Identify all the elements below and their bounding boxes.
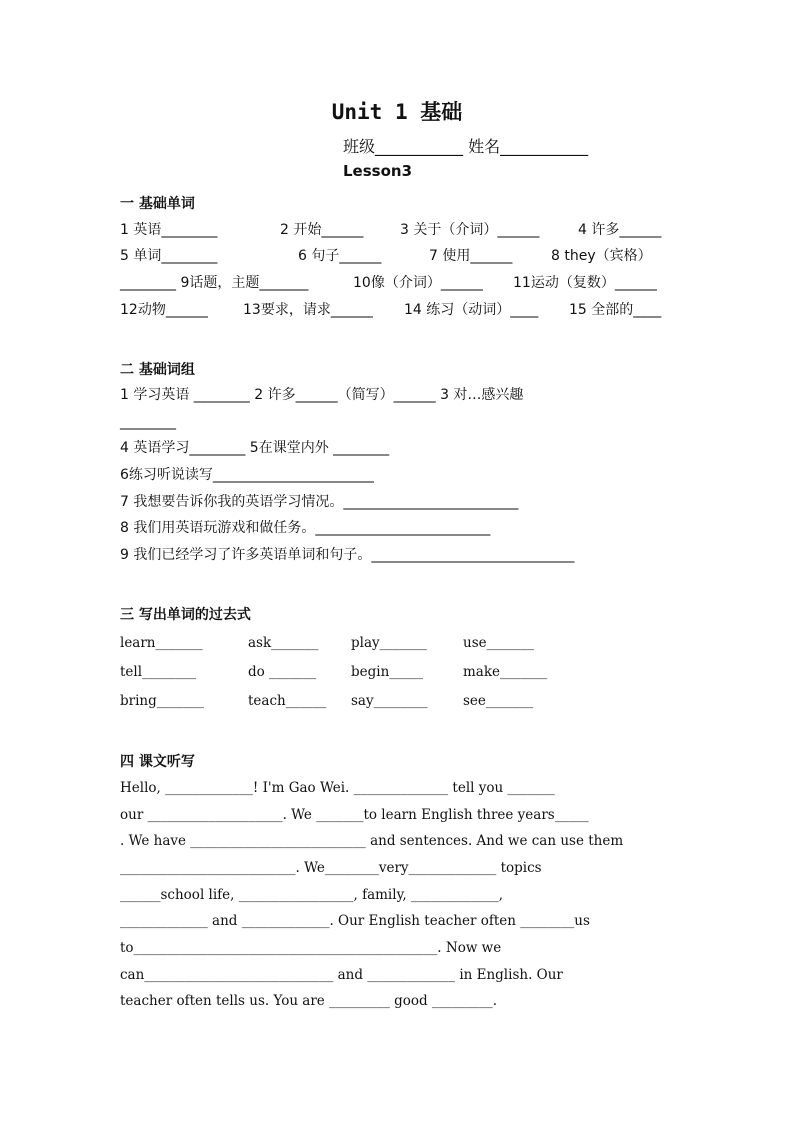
item: 11运动（复数）______ <box>513 275 657 291</box>
verb-item: learn_______ <box>120 635 203 651</box>
page-title: Unit 1 基础 <box>331 100 463 124</box>
lesson-label: Lesson3 <box>343 162 413 180</box>
phrase-line: 7 我想要告诉你我的英语学习情况。_________________________ <box>120 494 519 510</box>
item: 13要求，请求______ <box>243 302 373 318</box>
class-name-line: 班级___________ 姓名___________ <box>343 137 589 156</box>
item: 15 全部的____ <box>569 302 662 318</box>
item: 6 句子______ <box>298 248 382 264</box>
verb-item: ask_______ <box>248 635 319 651</box>
verb-item: do _______ <box>248 664 317 680</box>
phrase-line: ________ <box>120 414 176 430</box>
verb-item: tell________ <box>120 664 197 680</box>
verb-item: use_______ <box>463 635 534 651</box>
dictation-line: our ____________________. We _______to learn English three years_____ <box>120 807 589 823</box>
dictation-line: to_____________________________________________. Now we <box>120 940 502 956</box>
item: 8 they（宾格） <box>551 248 652 264</box>
dictation-line: teacher often tells us. You are _________ good _________. <box>120 993 497 1009</box>
verb-item: play_______ <box>351 635 427 651</box>
item: 4 许多______ <box>578 222 662 238</box>
dictation-line: _____________ and _____________. Our English teacher often ________us <box>120 913 590 929</box>
dictation-line: ______school life, _________________, family, _____________, <box>120 887 504 903</box>
verb-item: bring_______ <box>120 693 204 709</box>
section2-heading: 二 基础词组 <box>120 362 195 378</box>
phrase-line: 8 我们用英语玩游戏和做任务。_________________________ <box>120 520 491 536</box>
section1-heading: 一 基础单词 <box>120 196 195 212</box>
phrase-line: 1 学习英语 ________ 2 许多______（简写）______ 3 对…感兴趣 <box>120 387 524 403</box>
phrase-line: 4 英语学习________ 5在课堂内外 ________ <box>120 440 390 456</box>
item: 14 练习（动词）____ <box>404 302 539 318</box>
verb-item: say________ <box>351 693 428 709</box>
item: 12动物______ <box>120 302 208 318</box>
dictation-line: __________________________. We________very_____________ topics <box>120 860 542 876</box>
item: 7 使用______ <box>429 248 513 264</box>
verb-item: make_______ <box>463 664 548 680</box>
item: 5 单词________ <box>120 248 218 264</box>
verb-item: begin_____ <box>351 664 424 680</box>
item: 2 开始______ <box>280 222 364 238</box>
dictation-line: Hello, _____________! I'm Gao Wei. ______________ tell you _______ <box>120 780 555 796</box>
dictation-line: can____________________________ and _____________ in English. Our <box>120 967 563 983</box>
phrase-line: 9 我们已经学习了许多英语单词和句子。_____________________________ <box>120 547 575 563</box>
item: ________ 9话题，主题_______ <box>120 275 309 291</box>
section3-heading: 三 写出单词的过去式 <box>120 607 251 623</box>
dictation-line: . We have __________________________ and sentences. And we can use them <box>120 833 624 849</box>
item: 10像（介词）______ <box>353 275 483 291</box>
section4-heading: 四 课文听写 <box>120 754 195 770</box>
phrase-line: 6练习听说读写_______________________ <box>120 467 374 483</box>
verb-item: see_______ <box>463 693 534 709</box>
verb-item: teach______ <box>248 693 327 709</box>
item: 1 英语________ <box>120 222 218 238</box>
item: 3 关于（介词）______ <box>400 222 540 238</box>
